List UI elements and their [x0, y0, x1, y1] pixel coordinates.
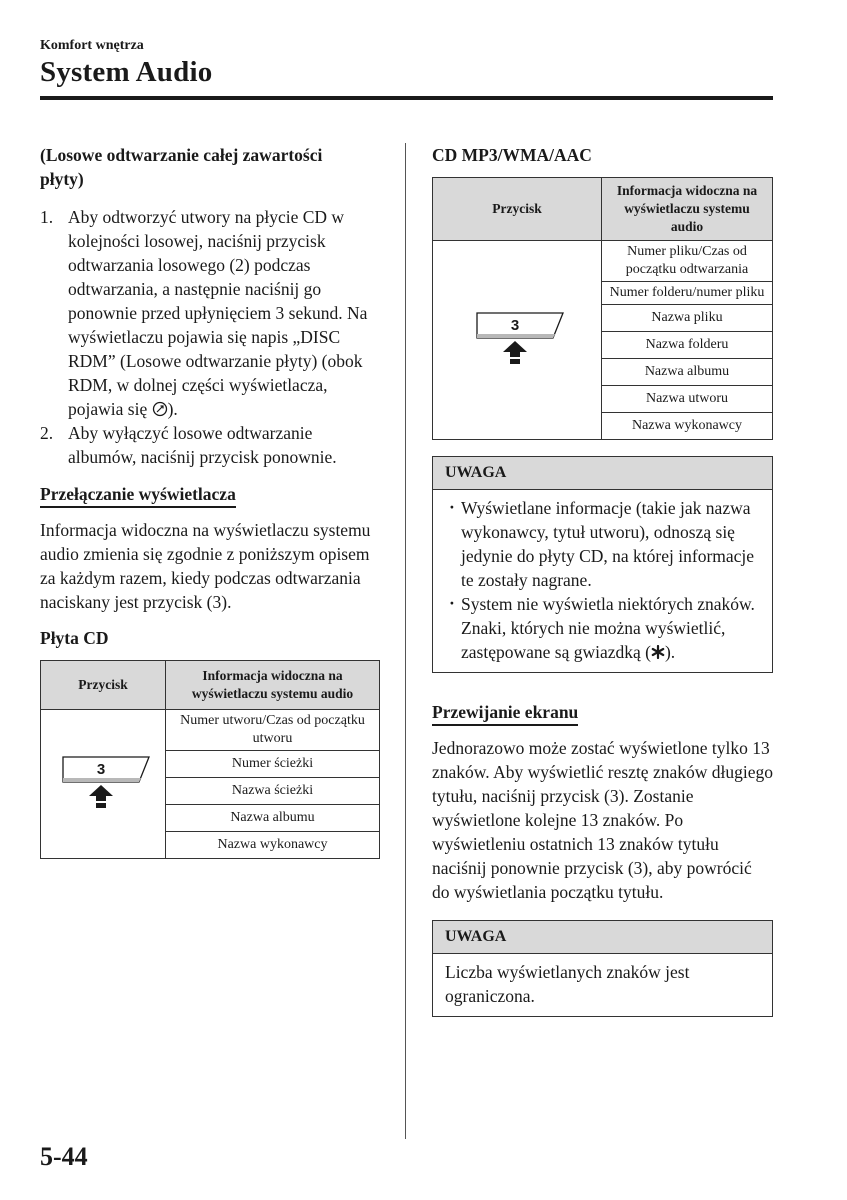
- steps-list: [40, 205, 380, 469]
- step-text-end: ).: [167, 399, 178, 419]
- note-box: [432, 456, 773, 673]
- table-row: Nazwa folderu: [602, 332, 773, 359]
- note-bullet: [445, 592, 760, 664]
- table-row: Nazwa wykonawcy: [166, 832, 380, 859]
- table-row: Nazwa utworu: [602, 386, 773, 413]
- step-number: 2.: [40, 423, 54, 443]
- table-row: Nazwa ścieżki: [166, 778, 380, 805]
- step-number: 1.: [40, 207, 54, 227]
- random-play-heading: (Losowe odtwarzanie całej zawartości płyty): [40, 145, 323, 189]
- page-number: 5-44: [40, 1142, 88, 1171]
- header-rule: [40, 96, 773, 100]
- mp3-display-table: [432, 177, 773, 440]
- bullet-text-end: ).: [664, 642, 676, 662]
- bullet-dot: ·: [449, 593, 455, 613]
- asterisk-icon: [651, 645, 665, 659]
- table-row: Numer ścieżki: [166, 751, 380, 778]
- button-3-icon: [467, 305, 567, 369]
- button-cell: [433, 241, 602, 440]
- switch-display-text: Informacja widoczna na wyświetlaczu systemu audio zmienia się zgodnie z poniższym opisem za każdym razem, kiedy podczas odtwarzania naciskany jest przycisk (3).: [40, 520, 371, 612]
- section-label: Komfort wnętrza: [40, 38, 144, 53]
- table-row: Numer utworu/Czas od początku utworu: [166, 710, 380, 751]
- table-row: Nazwa albumu: [166, 805, 380, 832]
- table-header-button: Przycisk: [41, 661, 166, 710]
- cd-heading: Płyta CD: [40, 628, 109, 648]
- table-row: Numer folderu/numer pliku: [602, 282, 773, 305]
- step-text: Aby odtworzyć utwory na płycie CD w kolejności losowej, naciśnij przycisk odtwarzania losowego (2) podczas odtwarzania, a następnie naciśnij go ponownie przed upłynięciem 3 sekund. Na wyświetlaczu pojawia się napis „DISC RDM” (Losowe odtwarzanie płyty) (obok RDM, w dolnej części wyświetlacza, pojawia się: [68, 207, 368, 419]
- cd-display-table: [40, 660, 380, 859]
- page-title: System Audio: [40, 56, 213, 88]
- left-column: [40, 143, 380, 859]
- bullet-text: Wyświetlane informacje (takie jak nazwa wykonawcy, tytuł utworu), odnoszą się jedynie do płyty CD, na której informacje te zostały nagrane.: [461, 498, 755, 590]
- table-row: Nazwa pliku: [602, 305, 773, 332]
- bullet-text: System nie wyświetla niektórych znaków. Znaki, których nie można wyświetlić, zastępowane są gwiazdką (: [461, 594, 755, 662]
- step-2: [40, 421, 380, 469]
- note-body: [433, 490, 772, 672]
- table-header-info: Informacja widoczna na wyświetlaczu systemu audio: [602, 178, 773, 241]
- scroll-heading: Przewijanie ekranu: [432, 701, 578, 726]
- random-disc-icon: [152, 401, 168, 417]
- note-box: [432, 920, 773, 1017]
- note-title: UWAGA: [433, 921, 772, 954]
- button-cell: [41, 710, 166, 859]
- column-divider: [405, 143, 406, 1139]
- note-title: UWAGA: [433, 457, 772, 490]
- table-row: Nazwa wykonawcy: [602, 413, 773, 440]
- note-body: Liczba wyświetlanych znaków jest ograniczona.: [445, 962, 690, 1006]
- table-header-info: Informacja widoczna na wyświetlaczu systemu audio: [166, 661, 380, 710]
- table-header-button: Przycisk: [433, 178, 602, 241]
- step-text: Aby wyłączyć losowe odtwarzanie albumów, naciśnij przycisk ponownie.: [68, 423, 337, 467]
- right-column: [432, 143, 773, 1017]
- step-1: [40, 205, 380, 421]
- table-row: Nazwa albumu: [602, 359, 773, 386]
- button-label: 3: [96, 761, 106, 778]
- button-3-icon: [53, 749, 153, 813]
- button-label: 3: [510, 317, 520, 334]
- note-bullet: [445, 496, 760, 592]
- bullet-dot: ·: [449, 497, 455, 517]
- scroll-text: Jednorazowo może zostać wyświetlone tylko 13 znaków. Aby wyświetlić resztę znaków długiego tytułu, naciśnij przycisk (3). Zostanie wyświetlone kolejne 13 znaków. Po wyświetleniu ostatnich 13 znaków tytułu naciśnij ponownie przycisk (3), aby powrócić do wyświetlania początku tytułu.: [432, 738, 773, 902]
- table-row: Numer pliku/Czas od początku odtwarzania: [602, 241, 773, 282]
- mp3-heading: CD MP3/WMA/AAC: [432, 145, 592, 165]
- switch-display-heading: Przełączanie wyświetlacza: [40, 483, 236, 508]
